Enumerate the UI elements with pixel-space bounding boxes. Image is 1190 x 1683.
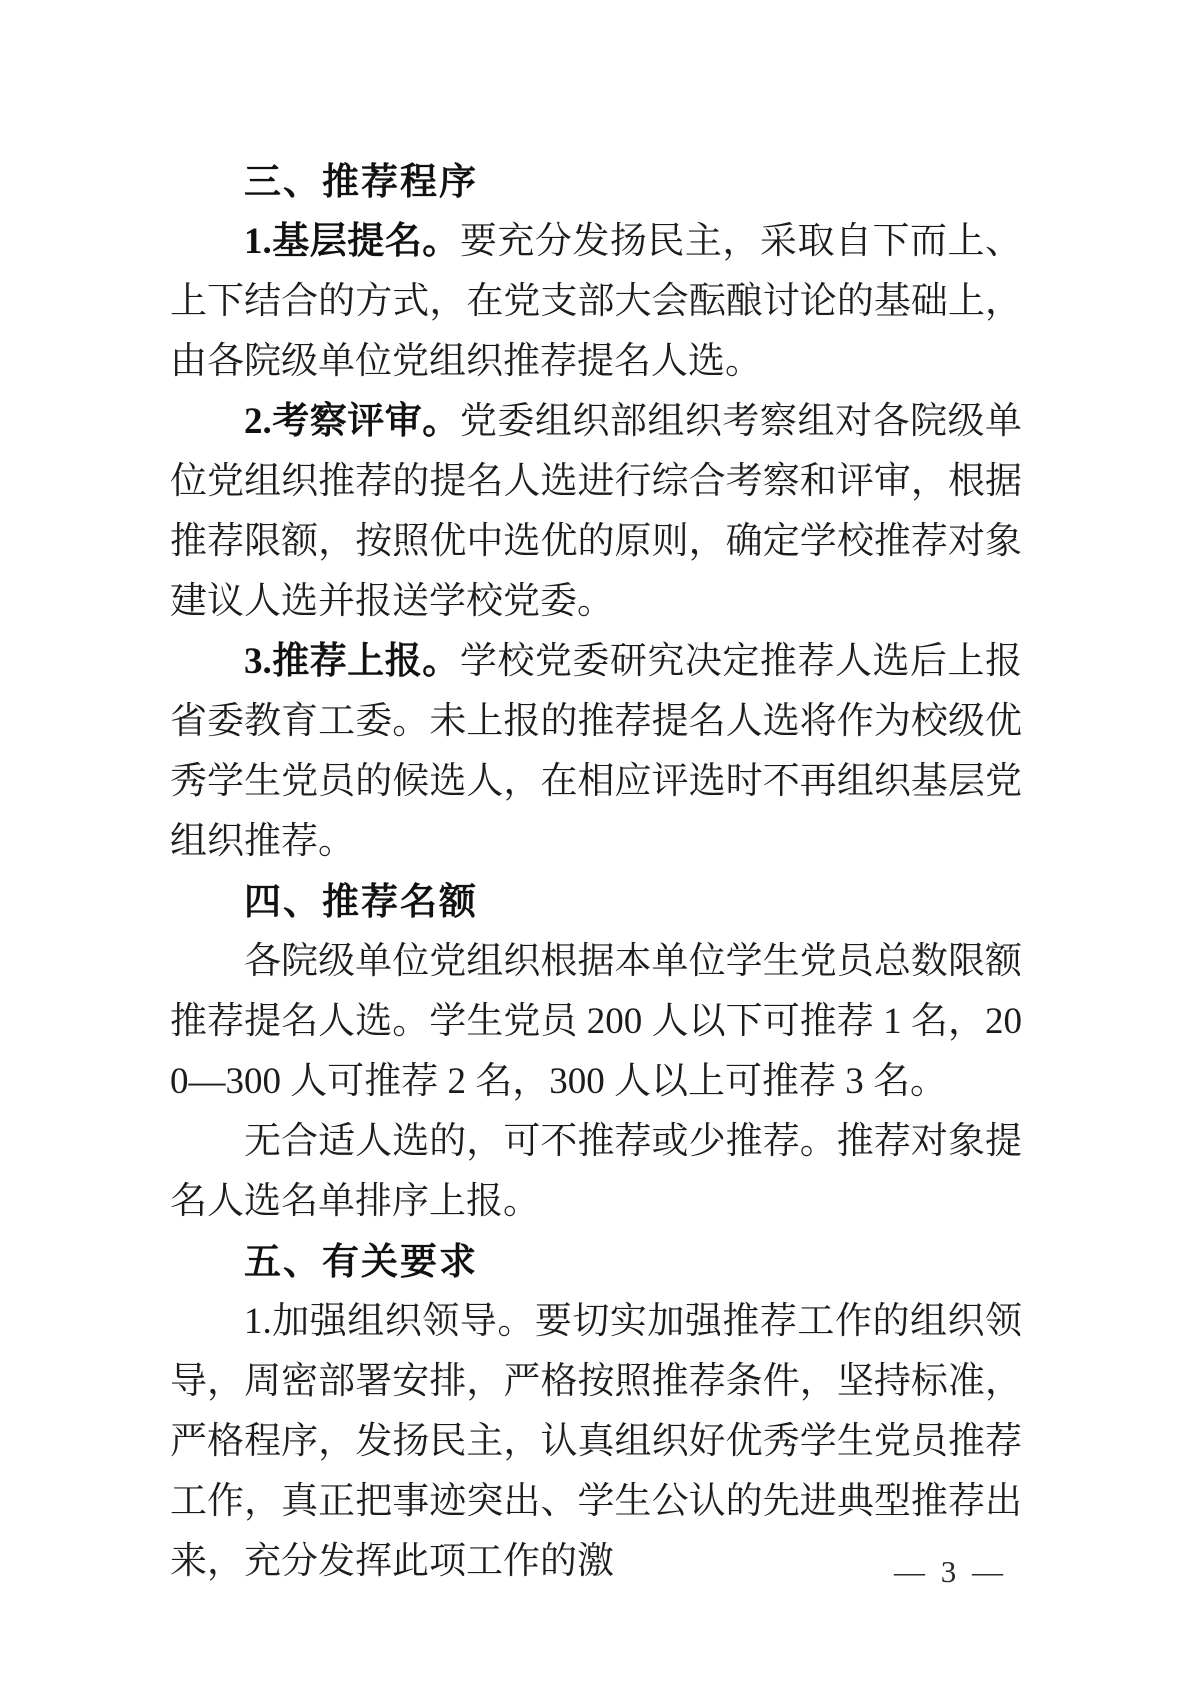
paragraph-lead-2: 2.考察评审。 <box>244 401 460 442</box>
paragraph-body-8: 1.加强组织领导。要切实加强推荐工作的组织领导，周密部署安排，严格按照推荐条件，坚持标准，严格程序，发扬民主，认真组织好优秀学生党员推荐工作，真正把事迹突出、学生公认的先进典型推荐出来，充分发挥此项工作的激 <box>170 1301 1022 1582</box>
paragraph-recommendation-report <box>170 632 1022 872</box>
paragraph-body-6: 无合适人选的，可不推荐或少推荐。推荐对象提名人选名单排序上报。 <box>170 1121 1022 1222</box>
paragraph-body-5: 各院级单位党组织根据本单位学生党员总数限额推荐提名人选。学生党员 200 人以下可推荐 1 名，200—300 人可推荐 2 名，300 人以上可推荐 3 名。 <box>170 941 1022 1102</box>
page-number: — 3 — <box>894 1554 1007 1589</box>
document-body <box>170 152 1022 1592</box>
section-heading-4-recommendation-quota: 四、推荐名额 <box>244 881 478 922</box>
section-heading-5-related-requirements: 五、有关要求 <box>244 1241 478 1282</box>
paragraph-lead-3: 3.推荐上报。 <box>244 641 460 682</box>
paragraph-body-3: 学校党委研究决定推荐人选后上报省委教育工委。未上报的推荐提名人选将作为校级优秀学生党员的候选人，在相应评选时不再组织基层党组织推荐。 <box>170 641 1023 862</box>
paragraph-body-1: 要充分发扬民主，采取自下而上、上下结合的方式，在党支部大会酝酿讨论的基础上，由各院级单位党组织推荐提名人选。 <box>170 221 1023 382</box>
paragraph-grassroots-nomination <box>170 212 1022 392</box>
section-heading-3-recommendation-procedure: 三、推荐程序 <box>244 161 478 202</box>
paragraph-strengthen-leadership <box>170 1292 1022 1592</box>
paragraph-quota-rules <box>170 932 1022 1112</box>
paragraph-body-2: 党委组织部组织考察组对各院级单位党组织推荐的提名人选进行综合考察和评审，根据推荐限额，按照优中选优的原则，确定学校推荐对象建议人选并报送学校党委。 <box>170 401 1023 622</box>
paragraph-inspection-review <box>170 392 1022 632</box>
paragraph-no-candidate-rule <box>170 1112 1022 1232</box>
paragraph-lead-1: 1.基层提名。 <box>244 221 460 262</box>
